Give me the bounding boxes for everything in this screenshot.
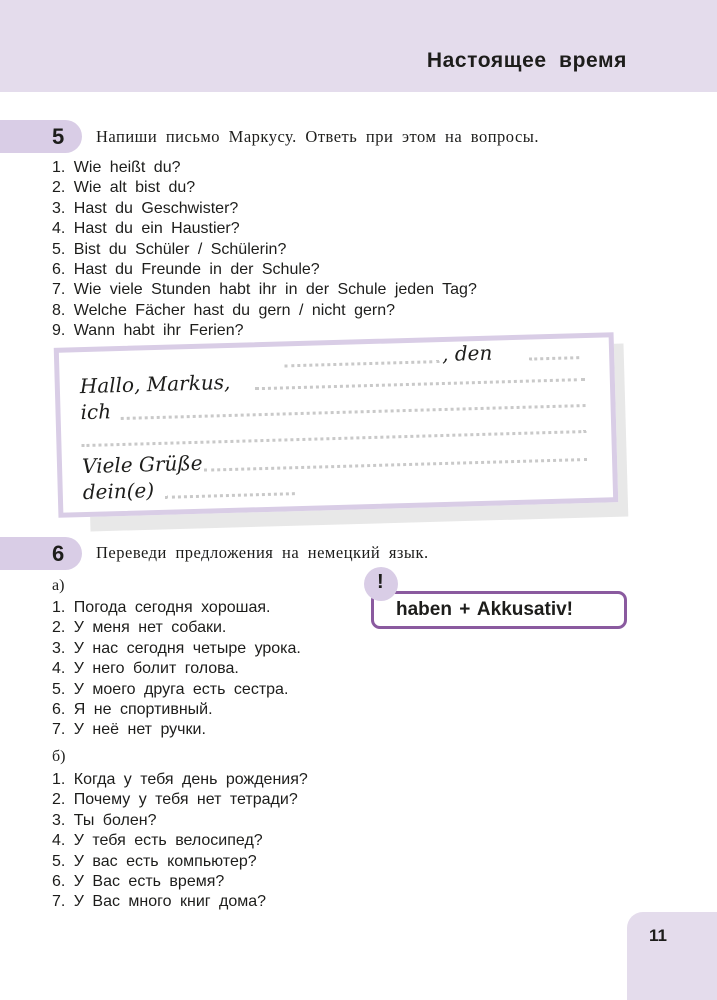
letter-date-suffix: , den [441,340,493,367]
grammar-hint-box [371,591,627,629]
grammar-hint-text: haben + Akkusativ! [396,599,573,620]
header-band [0,0,717,92]
list-item: 4. У него болит голова. [52,660,239,678]
page-title: Настоящее время [426,49,627,72]
signature-line[interactable] [165,492,295,499]
list-item: 5. У моего друга есть сестра. [52,680,289,698]
letter-signature: dein(e) [82,478,155,505]
exclamation-mark: ! [377,571,384,593]
list-item: 3. У нас сегодня четыре урока. [52,639,301,657]
list-item: 6. У Вас есть время? [52,873,225,891]
list-item: 1. Погода сегодня хорошая. [52,599,271,616]
page-number: 11 [649,926,667,945]
list-item: 2. Wie alt bist du? [52,179,196,197]
list-item: 9. Wann habt ihr Ferien? [52,322,244,340]
exercise-5-number: 5 [52,124,65,149]
list-item: 4. Hast du ein Haustier? [52,220,240,238]
list-item: 7. Wie viele Stunden habt ihr in der Schule jeden Tag? [52,281,477,299]
exercise-5-questions [52,158,477,342]
list-item: 8. Welche Fächer hast du gern / nicht gern? [52,301,395,319]
exercise-6-part-b [52,770,308,913]
exercise-6-number: 6 [52,541,65,566]
exercise-5-tab [0,120,82,153]
list-item: 5. Bist du Schüler / Schülerin? [52,240,287,258]
exercise-5-instruction: Напиши письмо Маркусу. Ответь при этом на вопросы. [96,127,539,146]
list-item: 1. Когда у тебя день рождения? [52,771,308,788]
list-item: 2. У меня нет собаки. [52,619,227,637]
list-item: 3. Ты болен? [52,811,157,829]
list-item: 5. У вас есть компьютер? [52,852,257,870]
list-item: 3. Hast du Geschwister? [52,199,239,217]
date-line[interactable] [284,360,439,367]
letter-closing: Viele Grüße [81,450,203,479]
writing-line[interactable] [81,430,586,447]
page-number-corner [627,912,717,1000]
list-item: 7. У Вас много книг дома? [52,893,267,911]
date-line-end[interactable] [529,356,579,360]
exclamation-icon [364,567,398,601]
list-item: 1. Wie heißt du? [52,159,181,176]
list-item: 6. Я не спортивный. [52,701,213,719]
list-item: 7. У неё нет ручки. [52,721,206,739]
letter-start: ich [80,399,112,425]
part-a-label: а) [52,577,65,594]
letter-card [54,332,619,518]
exercise-6-part-a [52,598,301,741]
exercise-6-instruction: Переведи предложения на немецкий язык. [96,543,429,562]
exercise-6-tab [0,537,82,570]
writing-line[interactable] [121,404,586,420]
list-item: 6. Hast du Freunde in der Schule? [52,261,320,279]
letter-greeting: Hallo, Markus, [79,369,231,399]
list-item: 4. У тебя есть велосипед? [52,832,263,850]
writing-line[interactable] [255,378,585,390]
writing-line[interactable] [204,458,587,472]
list-item: 2. Почему у тебя нет тетради? [52,791,298,809]
part-b-label: б) [52,748,66,765]
